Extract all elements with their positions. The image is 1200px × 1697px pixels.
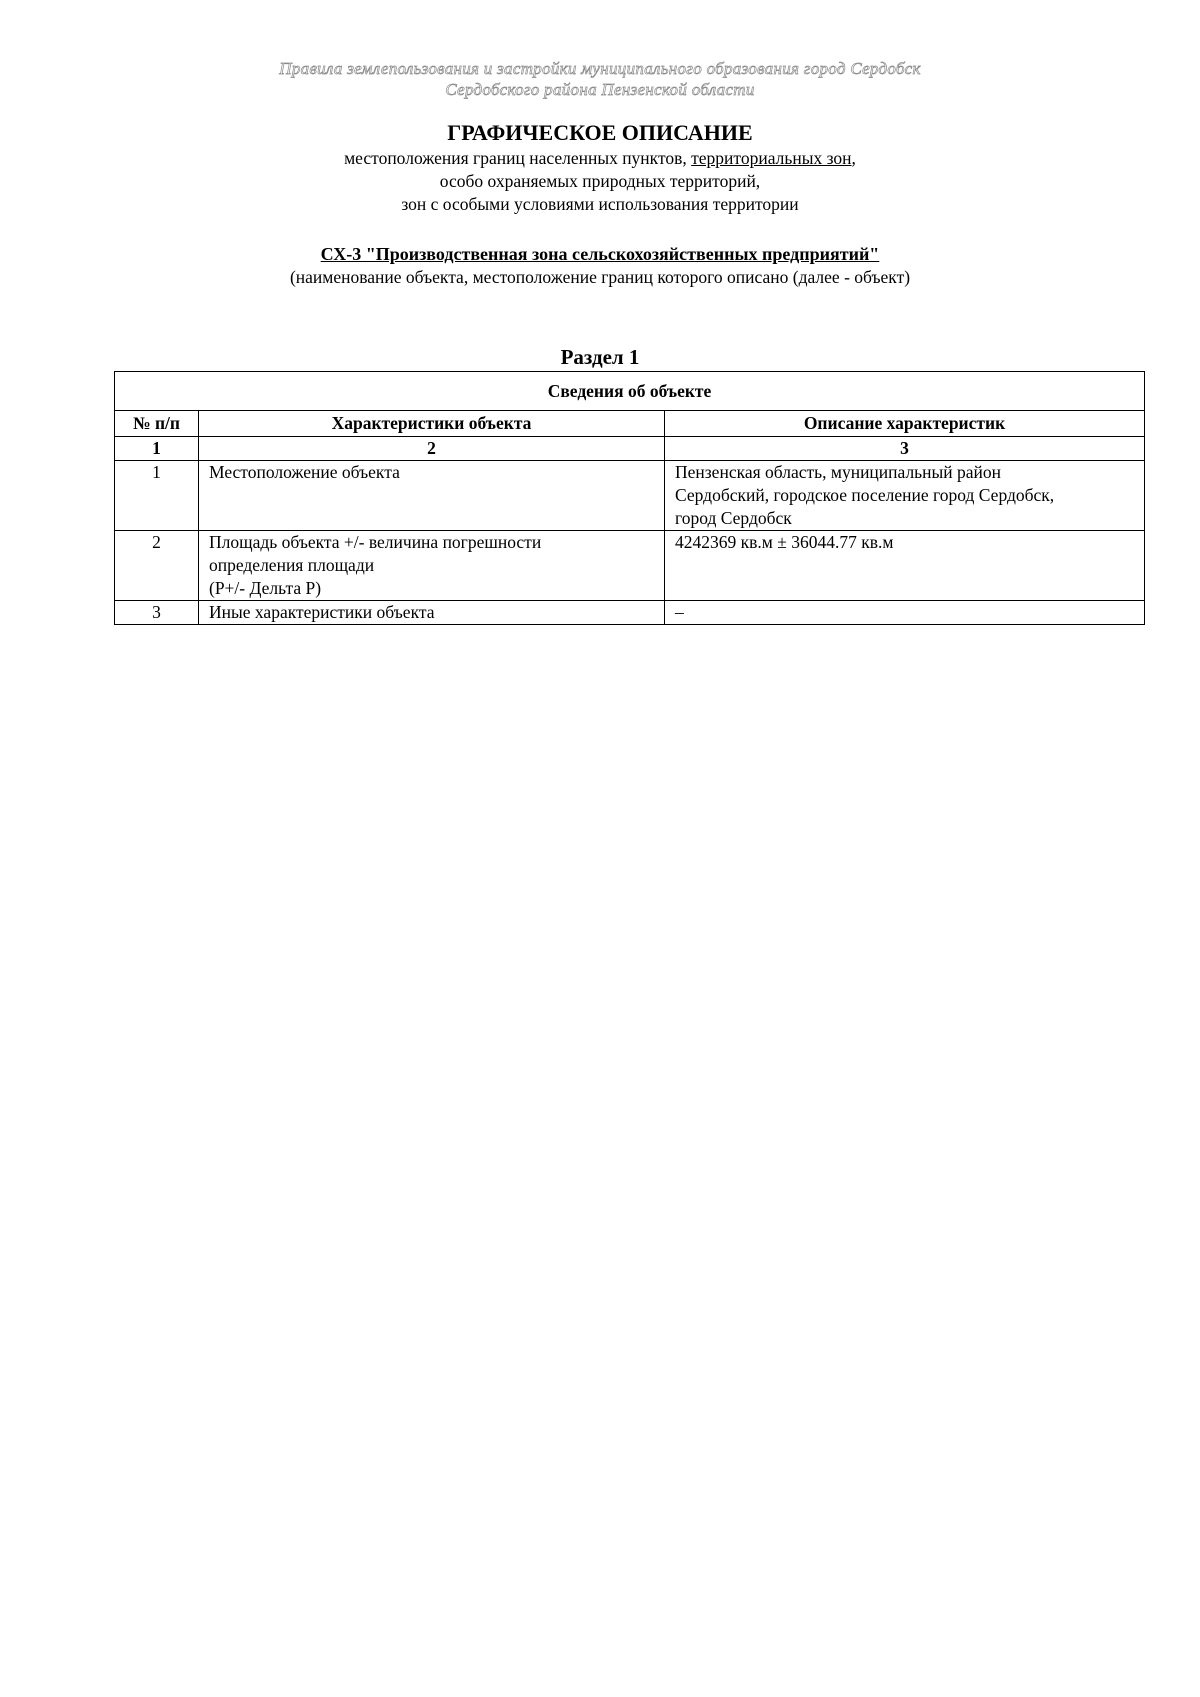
running-head-line-1: Правила землепользования и застройки муниципального образования город Сердобск: [279, 59, 921, 78]
section-title: Раздел 1: [560, 345, 640, 369]
characteristic-line: определения площади: [209, 555, 375, 575]
row-number: 2: [115, 531, 199, 601]
description-line: город Сердобск: [675, 508, 792, 528]
document-subtitle: [0, 147, 1200, 216]
description-line: 4242369 кв.м ± 36044.77 кв.м: [675, 532, 894, 552]
column-number-3: 3: [665, 437, 1145, 461]
characteristic-line: Иные характеристики объекта: [209, 602, 435, 622]
description-line: Сердобский, городское поселение город Сердобск,: [675, 485, 1055, 505]
row-description: [665, 601, 1145, 625]
subtitle-line-1-text: местоположения границ населенных пунктов,: [344, 148, 692, 168]
row-number: 3: [115, 601, 199, 625]
subtitle-line-3: зон с особыми условиями использования территории: [401, 194, 799, 214]
table-header-row: [115, 411, 1145, 437]
characteristic-line: Площадь объекта +/- величина погрешности: [209, 532, 542, 552]
header-description: Описание характеристик: [665, 411, 1145, 437]
description-line: –: [675, 602, 684, 622]
characteristic-line: (P+/- Дельта P): [209, 578, 322, 598]
running-head: [0, 58, 1200, 100]
characteristic-line: Местоположение объекта: [209, 462, 400, 482]
object-caption: (наименование объекта, местоположение границ которого описано (далее - объект): [289, 267, 911, 287]
row-characteristic: [199, 531, 665, 601]
row-number: 1: [115, 461, 199, 531]
row-characteristic: [199, 461, 665, 531]
running-head-line-2: Сердобского района Пензенской области: [445, 80, 755, 99]
subtitle-line-1-comma: ,: [851, 148, 856, 168]
column-number-2: 2: [199, 437, 665, 461]
table-row: [115, 531, 1145, 601]
column-number-1: 1: [115, 437, 199, 461]
row-description: [665, 531, 1145, 601]
table-caption-row: [115, 372, 1145, 411]
table-row: [115, 461, 1145, 531]
row-characteristic: [199, 601, 665, 625]
subtitle-line-1: [0, 147, 1200, 170]
header-number: № п/п: [115, 411, 199, 437]
header-characteristic: Характеристики объекта: [199, 411, 665, 437]
row-description: [665, 461, 1145, 531]
subtitle-line-2: особо охраняемых природных территорий,: [439, 171, 761, 191]
table-caption: Сведения об объекте: [115, 372, 1145, 411]
column-number-row: [115, 437, 1145, 461]
document-title: ГРАФИЧЕСКОЕ ОПИСАНИЕ: [447, 120, 753, 145]
description-line: Пензенская область, муниципальный район: [675, 462, 1002, 482]
table-row: [115, 601, 1145, 625]
subtitle-underlined-term: территориальных зон: [691, 148, 852, 168]
object-name: СХ-3 "Производственная зона сельскохозяйственных предприятий": [320, 244, 880, 264]
object-info-table: [114, 371, 1145, 625]
